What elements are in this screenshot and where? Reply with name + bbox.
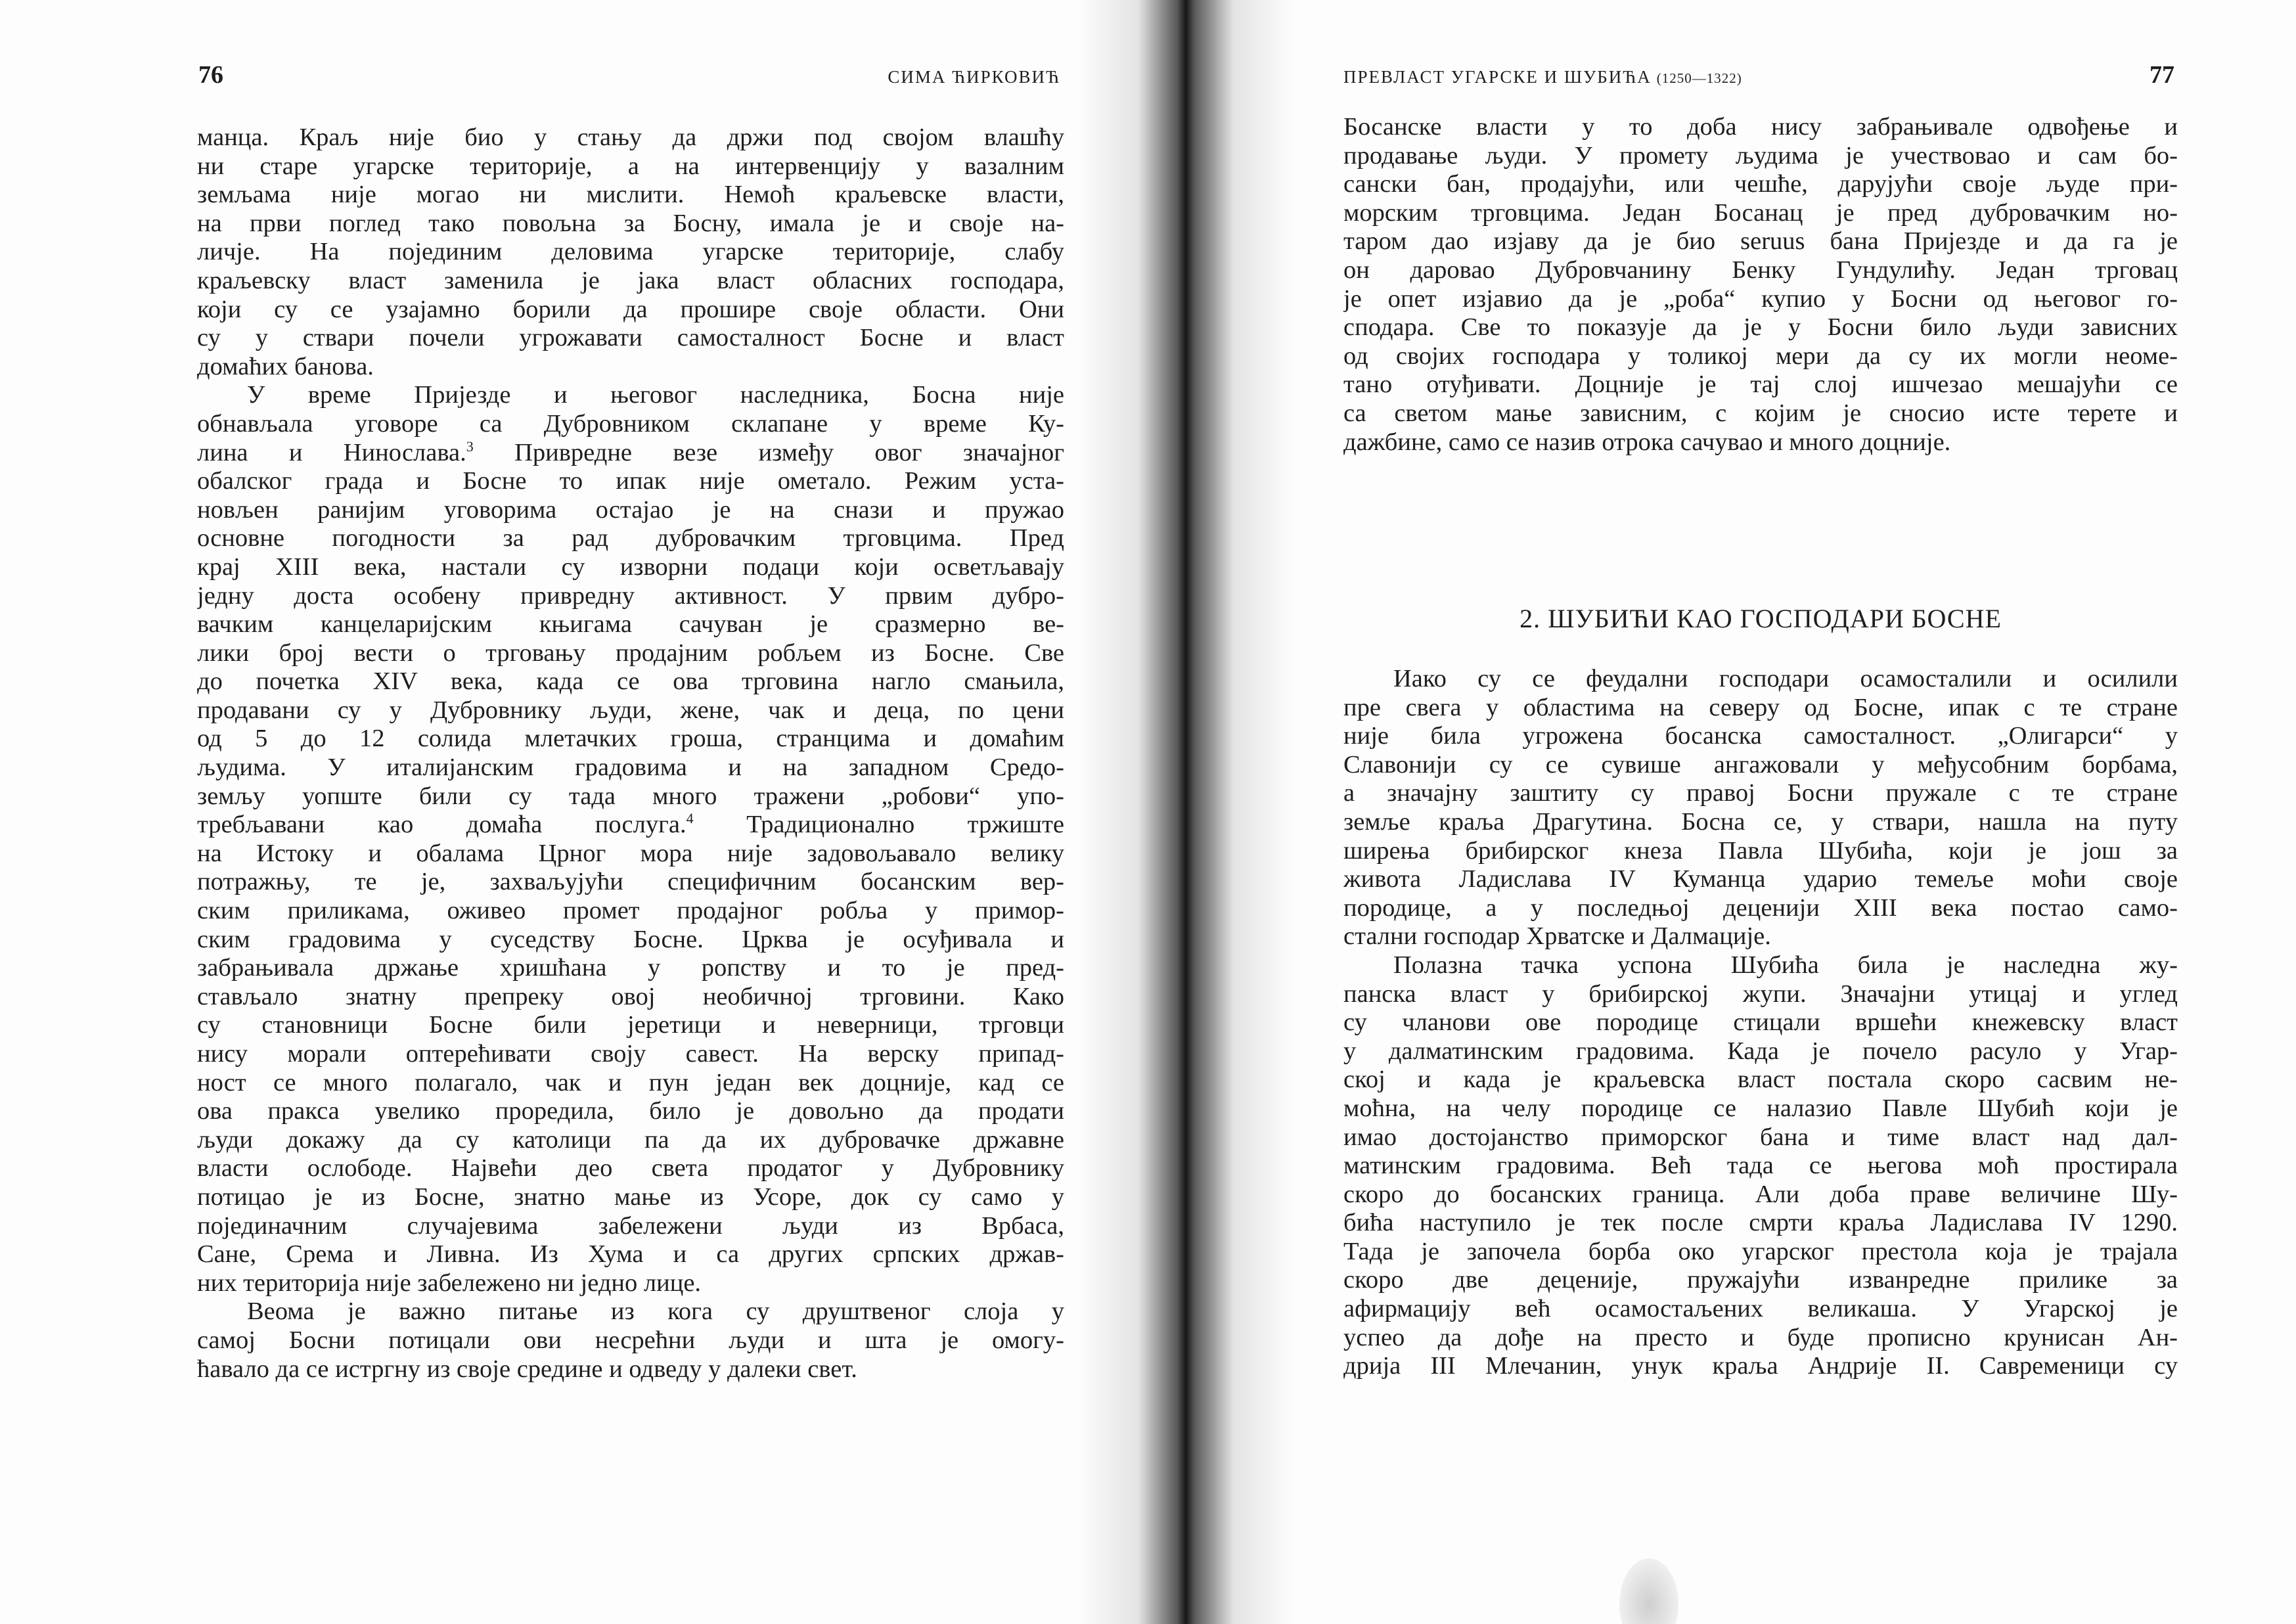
text-line: матинским градовима. Већ тада се његова моћ простирала xyxy=(1343,1152,2178,1180)
left-page xyxy=(0,0,1130,1624)
text-line: У време Пријезде и његовог наследника, Босна није xyxy=(247,381,1064,409)
text-line: породице, а у последњој деценији XIII века постао само- xyxy=(1343,893,2178,922)
text-line: је опет изјавио да је „роба“ купио у Босни од његовог го- xyxy=(1343,284,2178,313)
right-page-body-bottom xyxy=(1343,665,2178,1381)
text-line: власти ослободе. Највећи део света продатог у Дубровнику xyxy=(197,1154,1064,1183)
text-line: продавани су у Дубровнику људи, жене, чак и деца, по цени xyxy=(197,696,1064,724)
text-line: стални господар Хрватске и Далмације. xyxy=(1343,922,1771,951)
footnote-marker: 3 xyxy=(466,438,474,455)
text-line: имао достојанство приморског бана и тиме власт над дал- xyxy=(1343,1123,2178,1151)
text-line: краљевску власт заменила је јака власт обласних господара, xyxy=(197,266,1064,294)
text-line: стављало знатну препреку овој необичној трговини. Како xyxy=(197,982,1064,1010)
text-line: обалског града и Босне то ипак није ометало. Режим уста- xyxy=(197,467,1064,495)
left-page-body xyxy=(197,124,1064,1384)
text-line: није била угрожена босанска самосталност. „Олигарси“ у xyxy=(1343,722,2178,750)
left-page-header xyxy=(198,60,1060,100)
text-line: ској и када је краљевска власт постала скоро сасвим не- xyxy=(1343,1066,2178,1094)
text-line: ским градовима у суседству Босне. Црква је осуђивала и xyxy=(197,925,1064,953)
text-line: Босанске власти у то доба нису забрањивале одвођење и xyxy=(1343,113,2178,141)
text-line: пре свега у областима на северу од Босне, ипак с те стране xyxy=(1343,693,2178,721)
text-line: потицао је из Босне, знатно мање из Усоре, док су само у xyxy=(197,1183,1064,1211)
right-page-body-top xyxy=(1343,113,2178,457)
text-line: су у ствари почели угрожавати самосталност Босне и власт xyxy=(197,324,1064,352)
text-line: земљама није могао ни мислити. Немоћ краљевске власти, xyxy=(197,181,1064,209)
text-line: тано отуђивати. Доцније је тај слој ишчезао мешајући се xyxy=(1343,371,2178,399)
text-line: Иако су се феудални господари осамосталили и осилили xyxy=(1393,665,2178,692)
text-line: забрањивала држање хришћана у ропству и то је пред- xyxy=(197,954,1064,982)
text-segment: лина и Нинослава.$^3$ Привредне везе између овог значајног xyxy=(197,438,1064,466)
text-line: дажбине, само се назив отрока сачувао и много доцније. xyxy=(1343,428,1951,456)
footnote-marker: 4 xyxy=(686,811,694,827)
page-number: 76 xyxy=(198,61,223,89)
text-line: су становници Босне били јеретици и неверници, трговци xyxy=(197,1011,1064,1039)
text-line: продавање људи. У промету људима је учествовао и сам бо- xyxy=(1343,141,2178,169)
text-line: обнављала уговоре са Дубровником склапане у време Ку- xyxy=(197,409,1064,438)
text-line: Славонији су се сувише ангажовали у међусобним борбама, xyxy=(1343,750,2178,778)
text-line: који су се узајамно борили да прошире своје области. Они xyxy=(197,295,1064,323)
page-smudge xyxy=(1619,1558,1678,1624)
right-page-header xyxy=(1343,60,2174,100)
text-line: од својих господара у толикој мери да су их могли неоме- xyxy=(1343,342,2178,370)
text-line: бића наступило је тек после смрти краља Ладислава IV 1290. xyxy=(1343,1209,2178,1237)
text-line: земље краља Драгутина. Босна се, у ствари, нашла на путу xyxy=(1343,807,2178,836)
text-line: ни старе угарске територије, а на интервенцију у вазалним xyxy=(197,152,1064,180)
text-line: самој Босни потицали ови несрећни људи и шта је омогу- xyxy=(197,1326,1064,1354)
text-line: ширења брибирског кнеза Павла Шубића, који је још за xyxy=(1343,836,2178,865)
text-line: сподара. Све то показује да је у Босни било људи зависних xyxy=(1343,313,2178,342)
text-line: сански бан, продајући, или чешће, дарујући своје људе при- xyxy=(1343,170,2178,198)
running-head: СИМА ЋИРКОВИЋ xyxy=(888,67,1060,87)
text-line: потражњу, те је, захваљујући специфичним босанским вер- xyxy=(197,868,1064,896)
running-head-title: ПРЕВЛАСТ УГАРСКЕ И ШУБИЋА xyxy=(1343,67,1652,87)
text-line: домаћих банова. xyxy=(197,352,374,380)
text-line: једну доста особену привредну активност. У првим дубро- xyxy=(197,581,1064,610)
text-line: панска власт у брибирској жупи. Значајни утицај и углед xyxy=(1343,980,2178,1008)
text-line: људима. У италијанским градовима и на западном Средо- xyxy=(197,754,1064,782)
text-line: на Истоку и обалама Црног мора није задовољавало велику xyxy=(197,839,1064,867)
text-line: појединачним случајевима забележени људи из Врбаса, xyxy=(197,1211,1064,1240)
text-line: дрија III Млечанин, унук краља Андрије II. Савременици су xyxy=(1343,1352,2178,1380)
text-line: новљен ранијим уговорима остајао је на снази и пружао xyxy=(197,495,1064,524)
section-title: 2. ШУБИЋИ КАО ГОСПОДАРИ БОСНЕ xyxy=(1519,604,2002,633)
text-line: афирмацију већ осамостаљених великаша. У Угарској је xyxy=(1343,1295,2178,1323)
text-line: нису морали оптерећивати своју савест. На верску припад- xyxy=(197,1040,1064,1068)
text-line: до почетка XIV века, када се ова трговина нагло смањила, xyxy=(197,667,1064,696)
right-page xyxy=(1251,0,2296,1624)
text-line: људи докажу да су католици па да их дубровачке државне xyxy=(197,1125,1064,1154)
text-line: морским трговцима. Један Босанац је пред дубровачким но- xyxy=(1343,198,2178,227)
text-line: Веома је важно питање из кога су друштвеног слоја у xyxy=(247,1297,1064,1326)
running-head xyxy=(1343,67,1742,87)
text-line: них територија није забележено ни једно лице. xyxy=(197,1269,702,1297)
text-line-with-footnote xyxy=(197,439,1064,468)
text-line: а значајну заштиту су правој Босни пружале с те стране xyxy=(1343,779,2178,807)
text-line: личје. На појединим деловима угарске територије, слабу xyxy=(197,238,1064,266)
text-line: живота Ладислава IV Куманца ударио темеље моћи своје xyxy=(1343,865,2178,893)
text-line: Полазна тачка успона Шубића била је наследна жу- xyxy=(1393,951,2178,979)
page-number: 77 xyxy=(2150,61,2174,89)
text-line: лики број вести о трговању продајним робљем из Босне. Све xyxy=(197,639,1064,667)
text-line: требљавани као домаћа послуга.$^4$ Традиционално тржиште xyxy=(197,811,1064,839)
text-line: крај XIII века, настали су изворни подаци који осветљавају xyxy=(197,553,1064,581)
text-line: на први поглед тако повољна за Босну, имала је и своје на- xyxy=(197,209,1064,237)
text-line: основне погодности за рад дубровачким трговцима. Пред xyxy=(197,524,1064,553)
text-line: манца. Краљ није био у стању да држи под својом влашћу xyxy=(197,124,1064,151)
text-line: он даровао Дубровчанину Бенку Гундулићу. Један трговац xyxy=(1343,256,2178,284)
text-line: моћна, на челу породице се налазио Павле Шубић који је xyxy=(1343,1094,2178,1122)
running-head-years: (1250—1322) xyxy=(1656,70,1742,86)
text-line: земљу уопште били су тада много тражени „робови“ упо- xyxy=(197,782,1064,810)
text-line: вачким канцеларијским књигама сачуван је сразмерно ве- xyxy=(197,610,1064,639)
text-line: успео да дође на престо и буде прописно крунисан Ан- xyxy=(1343,1323,2178,1351)
text-line: Сане, Срема и Ливна. Из Хума и са других српских држав- xyxy=(197,1240,1064,1269)
text-line: су чланови ове породице стицали вршећи кнежевску власт xyxy=(1343,1008,2178,1037)
text-line: скоро до босанских граница. Али доба праве величине Шу- xyxy=(1343,1180,2178,1208)
text-line: скоро две деценије, пружајући изванредне прилике за xyxy=(1343,1266,2178,1294)
text-line: Тада је започела борба око угарског престола која је трајала xyxy=(1343,1237,2178,1265)
text-line: таром дао изјаву да је био seruus бана Пријезде и да га је xyxy=(1343,227,2178,256)
text-line: ност се много полагало, чак и пун један век доцније, кад се xyxy=(197,1068,1064,1096)
text-line: ским приликама, оживео промет продајног робља у примор- xyxy=(197,897,1064,925)
text-line: ова пракса увелико проредила, било је довољно да продати xyxy=(197,1097,1064,1125)
text-line: у далматинским градовима. Када је почело расуло у Угар- xyxy=(1343,1037,2178,1065)
text-line: ћавало да се истргну из своје средине и одведу у далеки свет. xyxy=(197,1355,857,1383)
text-line: са светом мање зависним, с којим је сносио исте терете и xyxy=(1343,399,2178,427)
text-line: од 5 до 12 солида млетачких гроша, странцима и домаћим xyxy=(197,725,1064,753)
